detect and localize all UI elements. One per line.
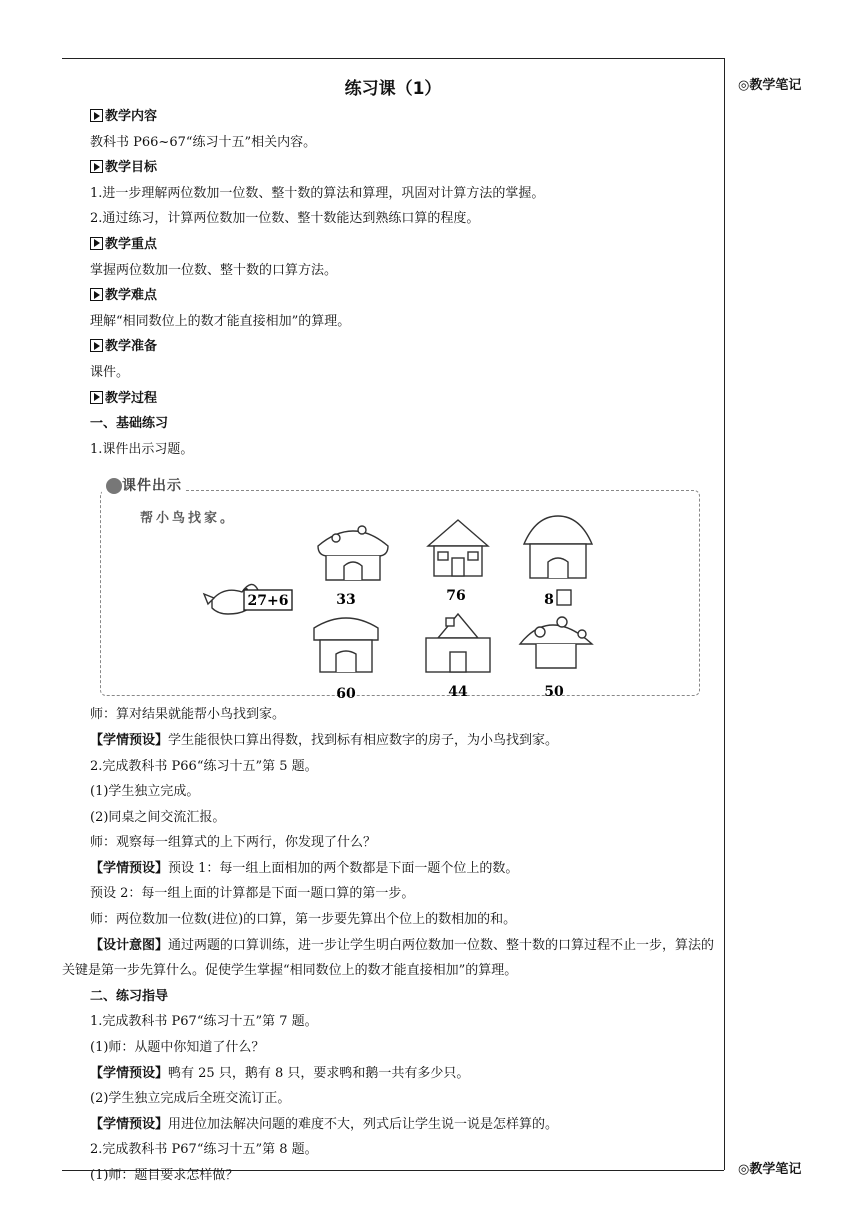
bottom-rule xyxy=(62,1170,724,1171)
prep-text: 课件。 xyxy=(90,364,130,380)
part1-line-10: 师：两位数加一位数(进位)的口算，第一步要先算出个位上的数相加的和。 xyxy=(90,912,517,928)
heading-process: 教学过程 xyxy=(62,386,720,412)
page-title: 练习课（1） xyxy=(344,79,442,99)
house-number-76: 76 xyxy=(446,588,466,605)
part2-line-2: (1)师：从题中你知道了什么？ xyxy=(90,1040,265,1056)
mushroom-house-icon xyxy=(318,526,388,580)
figure-subtitle: 帮小鸟找家。 xyxy=(140,511,237,527)
sidebar-note-top: ◎教学笔记 xyxy=(738,78,802,93)
house-number-8: 8 xyxy=(544,592,554,609)
play-icon xyxy=(90,391,103,404)
margin-rule xyxy=(724,58,725,1170)
sidebar-note-bottom: ◎教学笔记 xyxy=(738,1162,802,1177)
bird-expression: 27+6 xyxy=(247,593,289,610)
part1-line-8: 【学情预设】预设 1：每一组上面相加的两个数都是下面一题个位上的数。 xyxy=(90,860,519,876)
heading-prep: 教学准备 xyxy=(62,334,720,360)
play-icon xyxy=(90,237,103,250)
part1-line-7: 师：观察每一组算式的上下两行，你发现了什么？ xyxy=(90,835,377,851)
play-icon xyxy=(90,288,103,301)
figure-badge: 课件出示 xyxy=(102,474,186,500)
play-icon xyxy=(90,339,103,352)
house-number-50: 50 xyxy=(544,684,564,699)
house-number-44: 44 xyxy=(448,684,468,699)
part1-line-5: (1)学生独立完成。 xyxy=(90,784,200,800)
play-icon xyxy=(90,160,103,173)
part1-line-4: 2.完成教科书 P66“练习十五”第 5 题。 xyxy=(90,758,318,774)
part1-line-2: 师：算对结果就能帮小鸟找到家。 xyxy=(90,707,286,723)
part2-line-6: 2.完成教科书 P67“练习十五”第 8 题。 xyxy=(90,1142,318,1158)
figure-illustration xyxy=(100,468,700,698)
part2-line-4: (2)学生独立完成后全班交流订正。 xyxy=(90,1091,291,1107)
heading-key: 教学重点 xyxy=(62,232,720,258)
courseware-figure xyxy=(100,468,700,698)
goal-1: 1.进一步理解两位数加一位数、整十数的算法和算理，巩固对计算方法的掌握。 xyxy=(90,185,545,201)
part2-line-1: 1.完成教科书 P67“练习十五”第 7 题。 xyxy=(90,1014,318,1030)
answer-blank-box xyxy=(557,590,571,605)
heading-content: 教学内容 xyxy=(62,104,720,130)
cottage-icon xyxy=(314,618,378,672)
part1-heading: 一、基础练习 xyxy=(90,416,169,432)
top-rule xyxy=(62,58,724,59)
key-text: 掌握两位数加一位数、整十数的口算方法。 xyxy=(90,262,338,278)
part2-heading: 二、练习指导 xyxy=(90,988,169,1004)
house-number-60: 60 xyxy=(336,686,356,699)
part1-line-3: 【学情预设】学生能很快口算出得数，找到标有相应数字的房子，为小鸟找到家。 xyxy=(90,732,559,748)
house-icon xyxy=(428,520,488,576)
part2-line-5: 【学情预设】用进位加法解决问题的难度不大，列式后让学生说一说是怎样算的。 xyxy=(90,1116,559,1132)
tower-house-icon xyxy=(426,614,490,672)
play-icon xyxy=(90,109,103,122)
difficulty-text: 理解“相同数位上的数才能直接相加”的算理。 xyxy=(90,313,351,329)
part1-line-6: (2)同桌之间交流汇报。 xyxy=(90,809,226,825)
content-text: 教科书 P66~67“练习十五”相关内容。 xyxy=(90,134,317,150)
part1-line-9: 预设 2：每一组上面的计算都是下面一题口算的第一步。 xyxy=(90,886,415,902)
part1-line-1: 1.课件出示习题。 xyxy=(90,441,194,457)
mushroom-icon xyxy=(520,617,592,668)
design-intent: 【设计意图】通过两题的口算训练，进一步让学生明白两位数加一位数、整十数的口算过程不止一步，算法的关键是第一步先算什么。促使学生掌握“相同数位上的数才能直接相加”的算理。 xyxy=(62,937,715,979)
part2-line-7: (1)师：题目要求怎样做？ xyxy=(90,1168,239,1183)
house-number-33: 33 xyxy=(336,592,356,609)
snow-house-icon xyxy=(524,516,592,578)
heading-goals: 教学目标 xyxy=(62,155,720,181)
goal-2: 2.通过练习，计算两位数加一位数、整十数能达到熟练口算的程度。 xyxy=(90,211,480,227)
heading-difficulty: 教学难点 xyxy=(62,283,720,309)
part2-line-3: 【学情预设】鸭有 25 只，鹅有 8 只，要求鸭和鹅一共有多少只。 xyxy=(90,1065,470,1081)
lesson-content xyxy=(62,104,720,1189)
